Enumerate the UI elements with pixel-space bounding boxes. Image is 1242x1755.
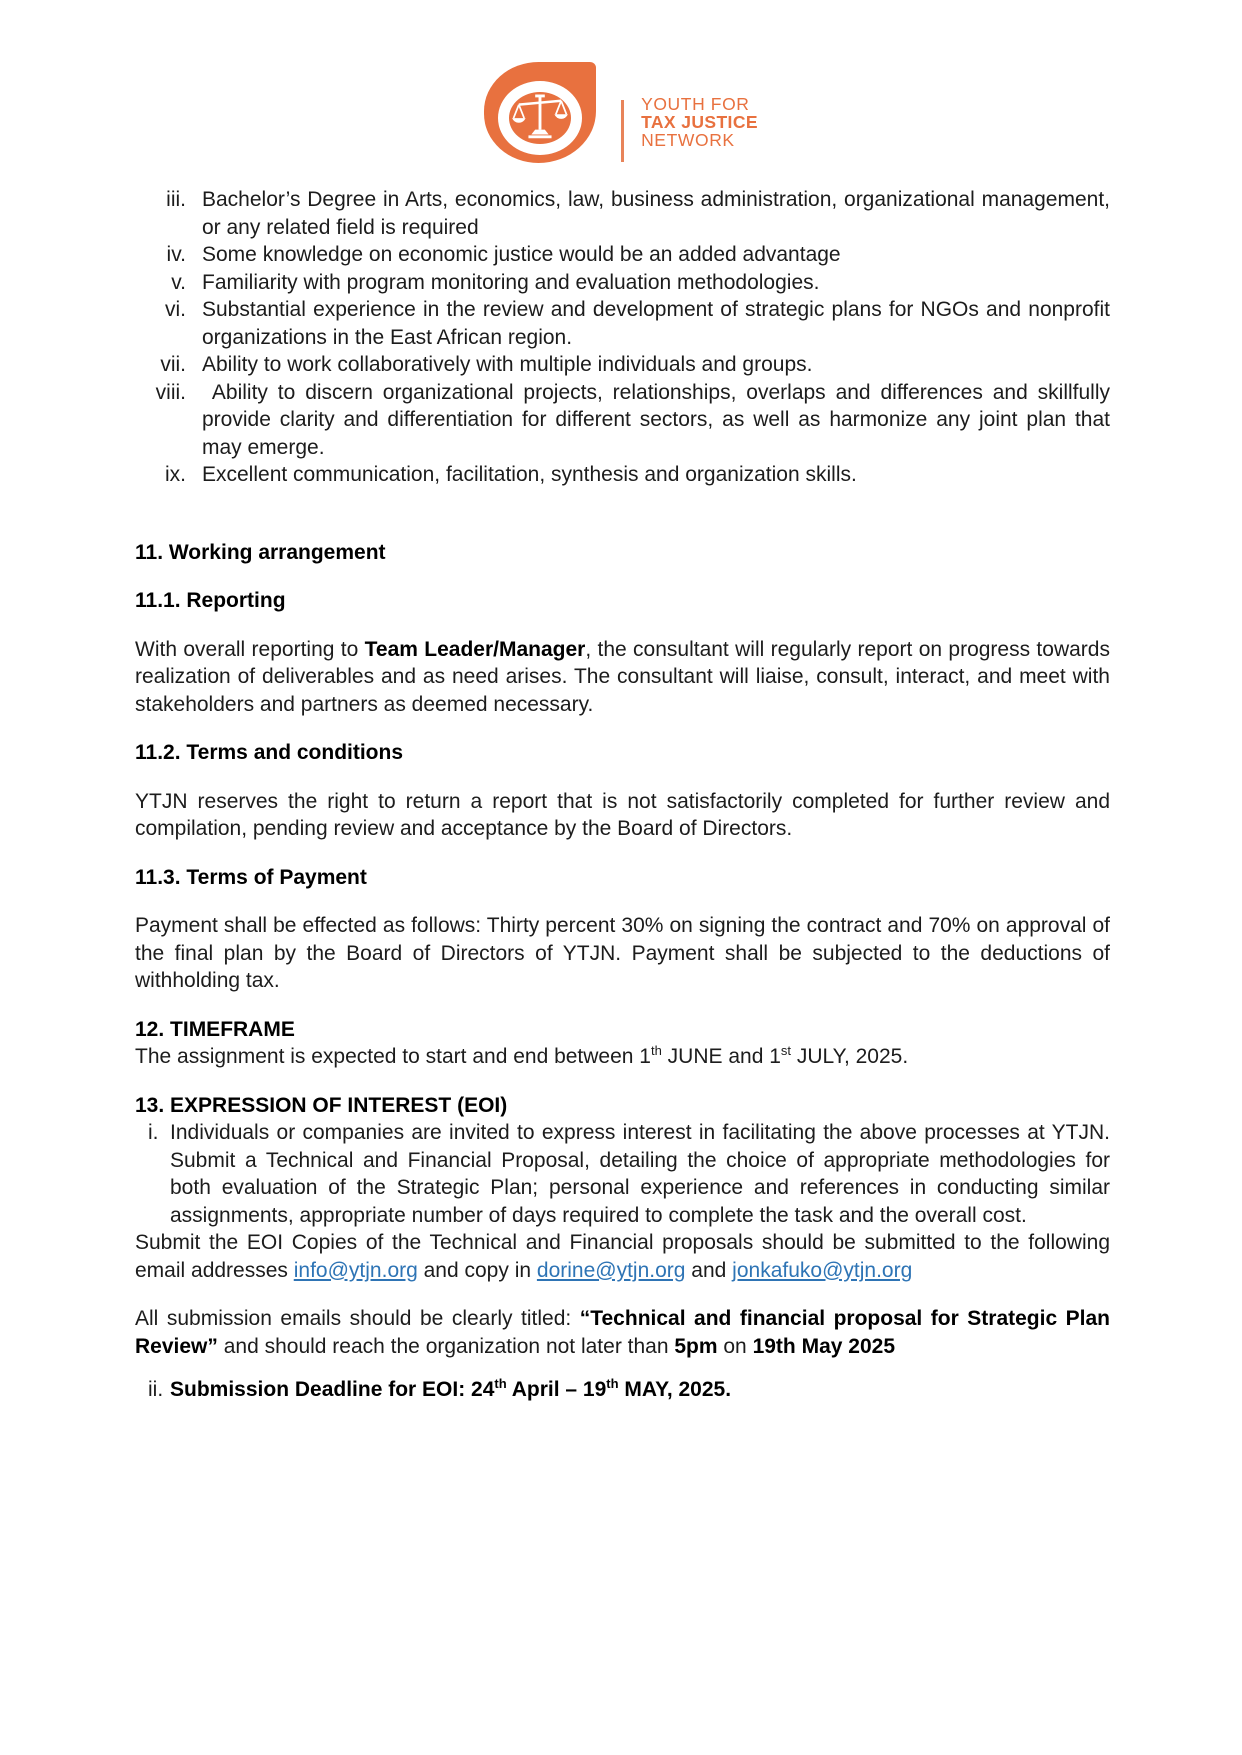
logo-line-1: YOUTH FOR	[641, 94, 750, 114]
list-item	[135, 461, 1110, 489]
list-text: Some knowledge on economic justice would be an added advantage	[202, 243, 841, 266]
list-item	[135, 296, 1110, 351]
paragraph-text: All submission emails should be clearly titled:	[135, 1307, 580, 1330]
paragraph-text: Submit the EOI Copies of the Technical and Financial proposals should be submitted to the following email addresses	[135, 1231, 1110, 1282]
scales-of-justice-icon	[511, 89, 569, 147]
logo-divider	[621, 100, 624, 162]
submit-paragraph	[135, 1229, 1110, 1284]
heading-working-arrangement: 11. Working arrangement	[135, 540, 386, 564]
list-number: vii.	[160, 353, 186, 376]
heading-timeframe: 12. TIMEFRAME	[135, 1017, 295, 1041]
list-item	[135, 186, 1110, 241]
list-text: Individuals or companies are invited to express interest in facilitating the above processes at YTJN. Submit a Technical and Financial Proposal, detailing the choice of appropriate methodologies for both evaluation of the Strategic Plan; personal experience and references in conducting similar assignments, appropriate number of days required to complete the task and the overall cost.	[170, 1121, 1110, 1227]
logo-wordmark	[641, 95, 758, 150]
paragraph-text: and copy in	[417, 1258, 537, 1282]
paragraph-text: The assignment is expected to start and end between 1	[135, 1045, 651, 1068]
ytjn-logo-mark	[484, 62, 596, 163]
titled-paragraph	[135, 1305, 1110, 1360]
qualifications-list	[135, 186, 1110, 489]
list-item	[135, 269, 1110, 297]
list-item	[135, 351, 1110, 379]
list-text: Ability to work collaboratively with multiple individuals and groups.	[202, 353, 813, 376]
ytjn-logo	[0, 0, 1242, 170]
time-bold: 5pm	[674, 1334, 718, 1358]
paragraph-text: JUNE and 1	[661, 1045, 781, 1068]
list-number: vi.	[165, 298, 186, 321]
list-text: Ability to discern organizational projects, relationships, overlaps and differences and skillfully provide clarity and differentiation for different sectors, as well as harmonize any joint plan that may emerge.	[202, 380, 1110, 459]
heading-reporting: 11.1. Reporting	[135, 589, 286, 612]
paragraph-text: , the consultant will regularly report on progress towards realization of deliverables and as need arises. The consultant will liaise, consult, interact, and meet with stakeholders and partners as deemed necessary.	[135, 637, 1110, 716]
date-bold: 19th May 2025	[752, 1334, 895, 1358]
email-link-jonkafuko[interactable]: jonkafuko@ytjn.org	[732, 1258, 913, 1282]
team-leader-bold: Team Leader/Manager	[364, 637, 586, 661]
document-body	[0, 186, 1242, 1404]
superscript: th	[651, 1043, 662, 1058]
email-link-dorine[interactable]: dorine@ytjn.org	[536, 1258, 686, 1282]
paragraph-text: JULY, 2025.	[791, 1045, 909, 1068]
list-number: iii.	[166, 188, 186, 211]
superscript: st	[780, 1043, 792, 1058]
list-item	[135, 241, 1110, 269]
list-item	[135, 379, 1110, 462]
paragraph-text: With overall reporting to	[135, 637, 365, 661]
payment-paragraph: Payment shall be effected as follows: Thirty percent 30% on signing the contract and 70% on approval of the final plan by the Board of Directors of YTJN. Payment shall be subjected to the deductions of withholding tax.	[135, 914, 1110, 992]
proposal-title-bold: “Technical and financial proposal for Strategic Plan Review”	[135, 1307, 1110, 1358]
logo-ring	[498, 81, 582, 155]
heading-terms-conditions: 11.2. Terms and conditions	[135, 741, 404, 764]
deadline-bold: Submission Deadline for EOI: 24th April – 19th MAY, 2025.	[170, 1376, 732, 1401]
list-text: Substantial experience in the review and development of strategic plans for NGOs and nonprofit organizations in the East African region.	[202, 298, 1110, 349]
logo-line-3: NETWORK	[641, 130, 735, 151]
superscript: th	[606, 1376, 619, 1391]
timeframe-paragraph	[135, 1043, 1110, 1071]
email-link-info[interactable]: info@ytjn.org	[293, 1258, 418, 1282]
reporting-paragraph	[135, 636, 1110, 719]
heading-terms-of-payment: 11.3. Terms of Payment	[135, 865, 367, 889]
list-number: i.	[148, 1121, 159, 1144]
list-number: v.	[171, 270, 186, 294]
terms-paragraph: YTJN reserves the right to return a report that is not satisfactorily completed for further review and compilation, pending review and acceptance by the Board of Directors.	[135, 789, 1110, 840]
list-number: viii.	[155, 380, 186, 404]
list-text: Familiarity with program monitoring and evaluation methodologies.	[202, 270, 820, 294]
paragraph-text: and should reach the organization not later than	[217, 1334, 675, 1358]
list-number: ix.	[165, 463, 186, 486]
superscript: th	[494, 1376, 507, 1391]
list-number: ii.	[148, 1378, 164, 1401]
list-text: Excellent communication, facilitation, synthesis and organization skills.	[202, 463, 857, 486]
heading-expression-of-interest: 13. EXPRESSION OF INTEREST (EOI)	[135, 1093, 508, 1117]
logo-line-2: TAX JUSTICE	[641, 112, 758, 133]
list-number: iv.	[166, 243, 186, 266]
paragraph-text: on	[717, 1334, 753, 1358]
eoi-item-i	[135, 1119, 1110, 1229]
eoi-item-ii	[135, 1376, 1110, 1404]
paragraph-text: and	[685, 1258, 733, 1282]
list-text: Bachelor’s Degree in Arts, economics, law, business administration, organizational management, or any related field is required	[202, 188, 1110, 239]
